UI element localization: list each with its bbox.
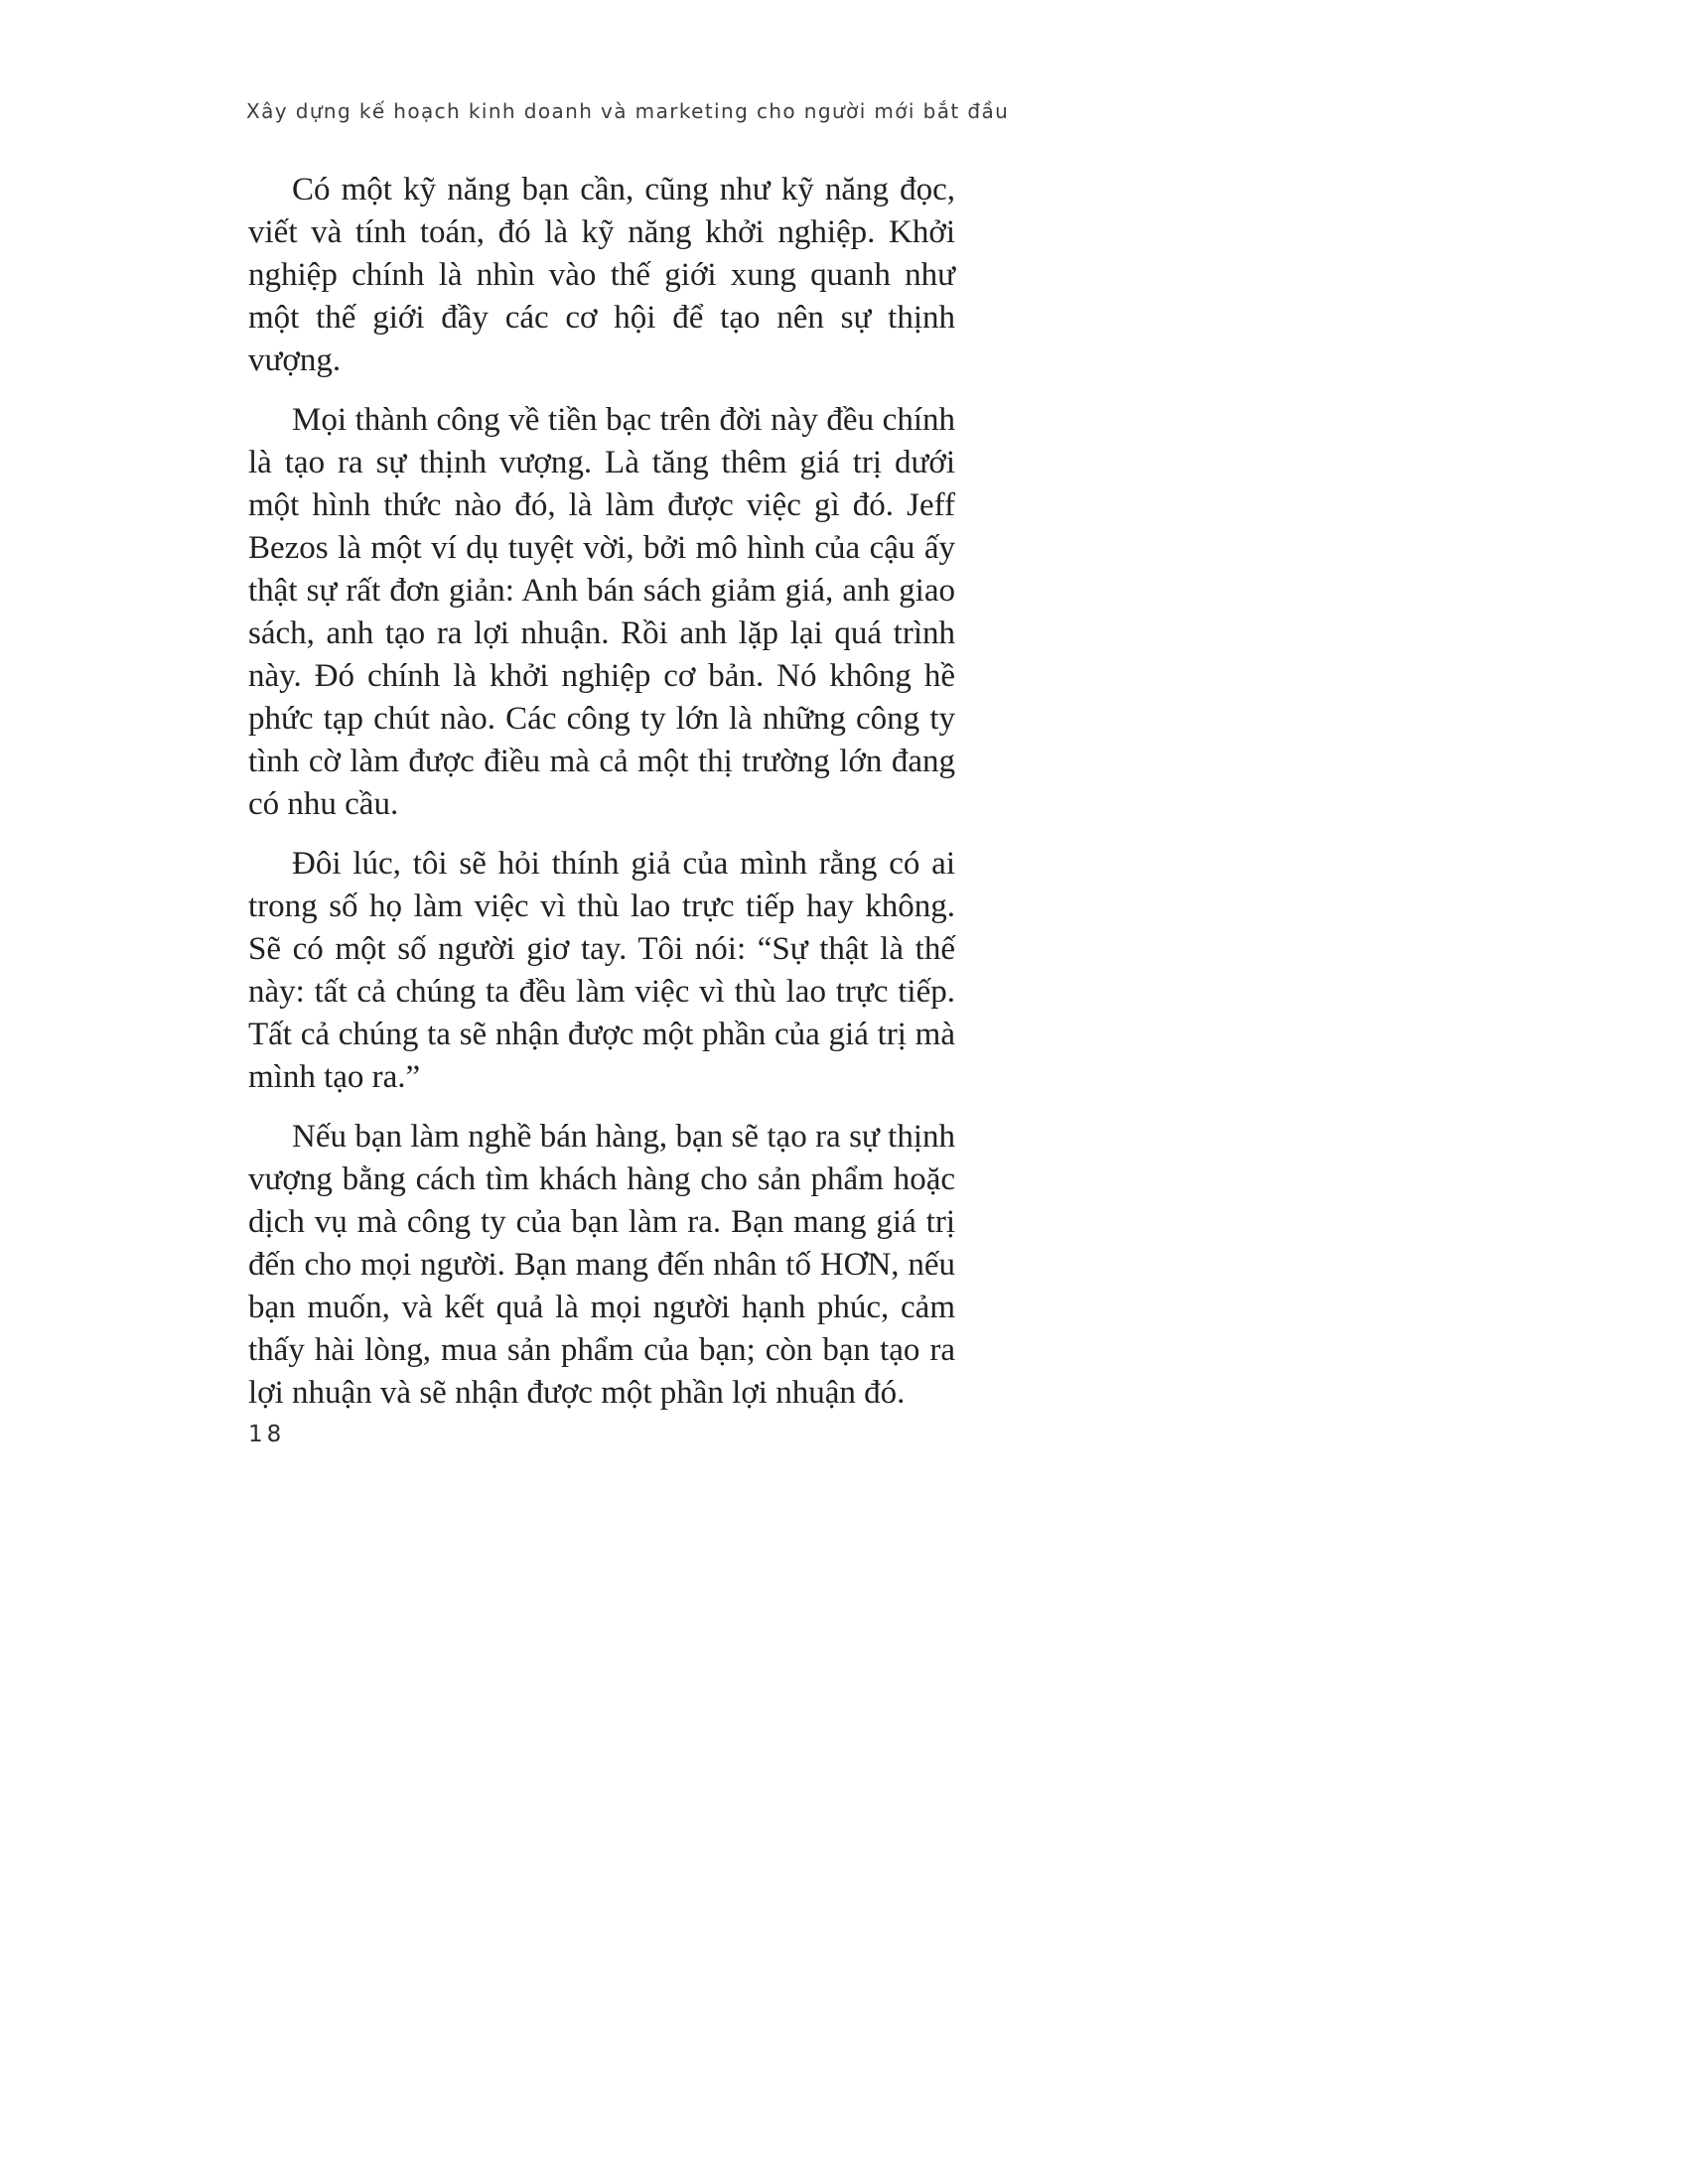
paragraph: Nếu bạn làm nghề bán hàng, bạn sẽ tạo ra sự thịnh vượng bằng cách tìm khách hàng cho sản phẩm hoặc dịch vụ mà công ty của bạn làm ra. Bạn mang giá trị đến cho mọi người. Bạn mang đến nhân tố HƠN, nếu bạn muốn, và kết quả là mọi người hạnh phúc, cảm thấy hài lòng, mua sản phẩm của bạn; còn bạn tạo ra lợi nhuận và sẽ nhận được một phần lợi nhuận đó. [248, 1119, 955, 1411]
paragraph: Có một kỹ năng bạn cần, cũng như kỹ năng đọc, viết và tính toán, đó là kỹ năng khởi nghiệp. Khởi nghiệp chính là nhìn vào thế giới xung quanh như một thế giới đầy các cơ hội để tạo nên sự thịnh vượng. [248, 172, 955, 378]
paragraph: Mọi thành công về tiền bạc trên đời này đều chính là tạo ra sự thịnh vượng. Là tăng thêm giá trị dưới một hình thức nào đó, là làm được việc gì đó. Jeff Bezos là một ví dụ tuyệt vời, bởi mô hình của cậu ấy thật sự rất đơn giản: Anh bán sách giảm giá, anh giao sách, anh tạo ra lợi nhuận. Rồi anh lặp lại quá trình này. Đó chính là khởi nghiệp cơ bản. Nó không hề phức tạp chút nào. Các công ty lớn là những công ty tình cờ làm được điều mà cả một thị trường lớn đang có nhu cầu. [248, 402, 955, 822]
page-number: 18 [248, 1422, 286, 1447]
body-text-block [248, 169, 955, 1432]
paragraph: Đôi lúc, tôi sẽ hỏi thính giả của mình rằng có ai trong số họ làm việc vì thù lao trực tiếp hay không. Sẽ có một số người giơ tay. Tôi nói: “Sự thật là thế này: tất cả chúng ta đều làm việc vì thù lao trực tiếp. Tất cả chúng ta sẽ nhận được một phần của giá trị mà mình tạo ra.” [248, 846, 955, 1095]
running-header: Xây dựng kế hoạch kinh doanh và marketing cho người mới bắt đầu [246, 99, 1010, 123]
